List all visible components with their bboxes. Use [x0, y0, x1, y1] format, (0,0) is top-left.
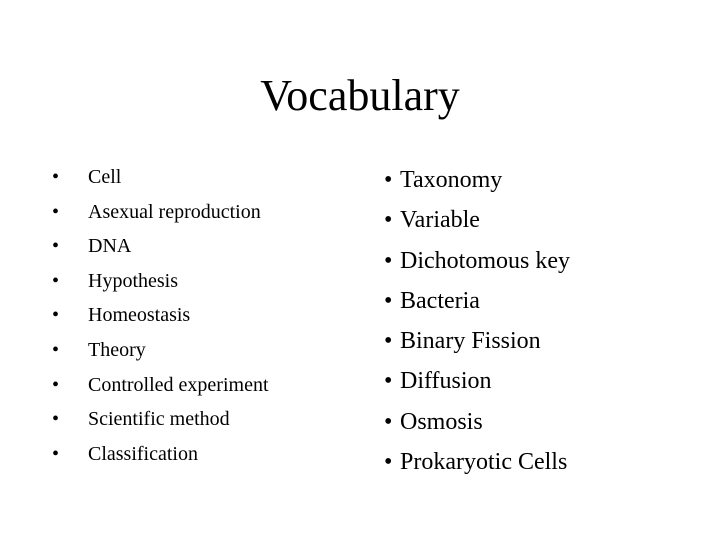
bullet-icon: •	[384, 167, 393, 193]
list-item-text: Classification	[88, 442, 198, 465]
list-item-text: Dichotomous key	[400, 247, 570, 274]
list-item	[384, 402, 570, 442]
list-item	[384, 241, 570, 281]
list-item	[52, 195, 269, 230]
list-item	[384, 442, 570, 482]
bullet-icon: •	[384, 287, 393, 314]
list-item-text: DNA	[88, 235, 132, 258]
list-item-text: Hypothesis	[88, 269, 178, 292]
list-item	[52, 229, 269, 264]
bullet-icon: •	[384, 328, 393, 355]
bullet-icon: •	[52, 166, 60, 188]
vocabulary-list-right	[384, 160, 570, 482]
bullet-icon: •	[52, 373, 60, 396]
bullet-icon: •	[384, 207, 393, 234]
bullet-icon: •	[384, 449, 393, 476]
list-item	[52, 437, 269, 472]
list-item	[384, 160, 570, 200]
bullet-icon: •	[52, 442, 60, 465]
list-item	[384, 321, 570, 361]
vocabulary-list-left	[52, 160, 269, 471]
list-item-text: Homeostasis	[88, 304, 191, 327]
bullet-icon: •	[52, 235, 60, 258]
slide-title: Vocabulary	[260, 71, 460, 120]
list-item-text: Taxonomy	[400, 167, 503, 193]
list-item	[384, 200, 570, 240]
list-item	[52, 402, 269, 437]
list-item	[384, 361, 570, 401]
list-item	[52, 368, 269, 403]
bullet-icon: •	[52, 269, 60, 292]
bullet-icon: •	[52, 408, 60, 431]
list-item	[52, 298, 269, 333]
list-item	[52, 160, 269, 195]
list-item-text: Osmosis	[400, 408, 483, 435]
bullet-icon: •	[52, 200, 60, 223]
list-item-text: Cell	[88, 166, 122, 188]
list-item-text: Controlled experiment	[88, 373, 269, 396]
list-item	[52, 333, 269, 368]
bullet-icon: •	[384, 247, 393, 274]
bullet-icon: •	[384, 408, 393, 435]
list-item-text: Scientific method	[88, 408, 230, 431]
list-item-text: Prokaryotic Cells	[400, 449, 568, 476]
list-item-text: Diffusion	[400, 368, 492, 395]
list-item-text: Bacteria	[400, 287, 480, 314]
list-item	[384, 281, 570, 321]
list-item-text: Theory	[88, 338, 146, 361]
bullet-icon: •	[384, 368, 393, 395]
list-item-text: Asexual reproduction	[88, 200, 261, 223]
list-item-text: Binary Fission	[400, 328, 541, 355]
bullet-icon: •	[52, 338, 60, 361]
bullet-icon: •	[52, 304, 60, 327]
list-item	[52, 264, 269, 299]
list-item-text: Variable	[400, 207, 480, 234]
